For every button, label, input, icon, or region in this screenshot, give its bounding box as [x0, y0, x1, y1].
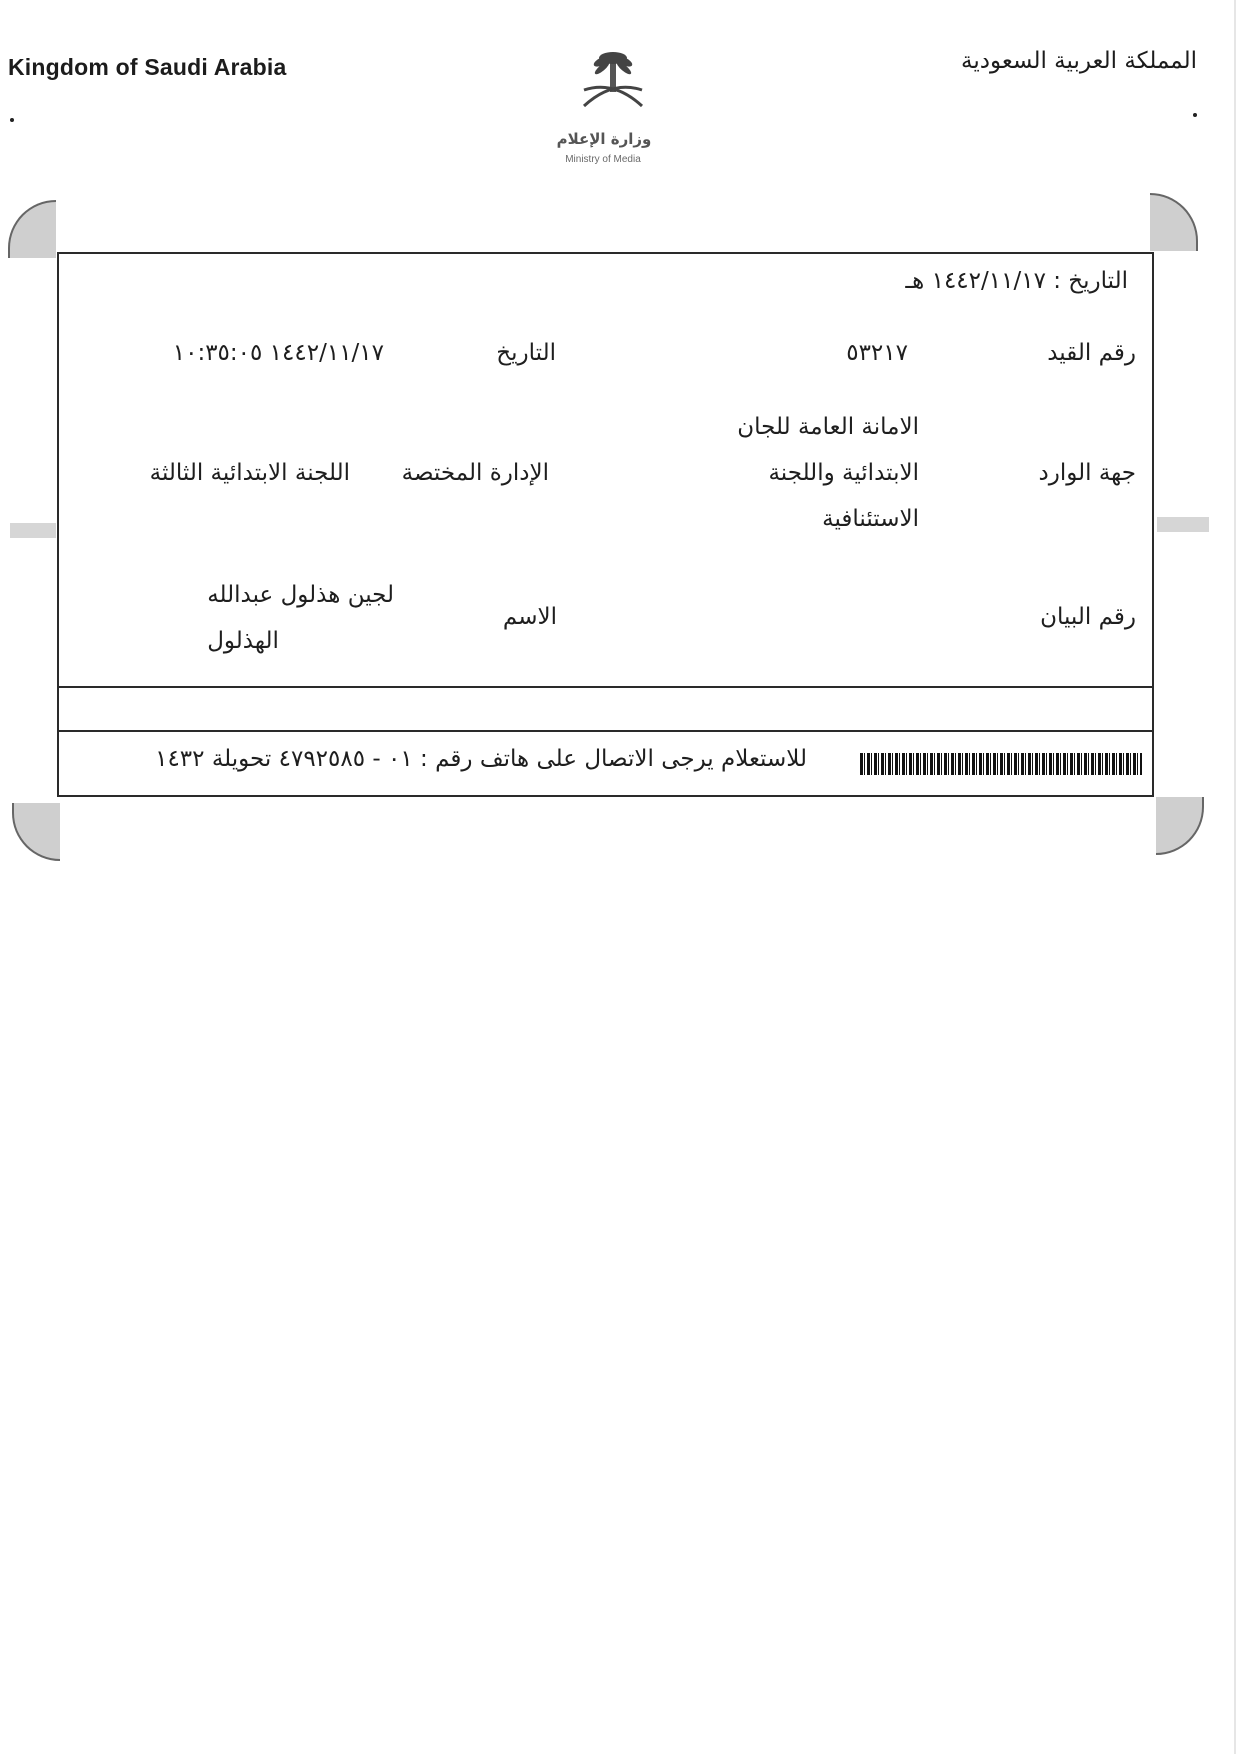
frame-side-mark-right: [1157, 517, 1209, 532]
record-no-label: رقم القيد: [1047, 340, 1136, 366]
document-date: التاريخ : ١٤٤٢/١١/١٧ هـ: [905, 268, 1128, 294]
name-label: الاسم: [502, 604, 557, 630]
record-no-value: ٥٣٢١٧: [846, 340, 908, 366]
barcode: [860, 753, 1142, 775]
frame-corner-top-right: [1150, 193, 1198, 251]
header-dot-right: [1193, 113, 1197, 117]
frame-side-mark-left: [10, 523, 56, 538]
frame-corner-bottom-right: [1156, 797, 1204, 855]
date-value: ١٤٤٢/١١/١٧ ١٠:٣٥:٠٥: [172, 340, 384, 366]
name-value-line: لجين هذلول عبدالله: [207, 582, 394, 608]
page-edge: [1234, 0, 1236, 1754]
source-value-line: الامانة العامة للجان: [737, 414, 919, 440]
ministry-name-ar: وزارة الإعلام: [556, 130, 652, 148]
name-value-line: الهذلول: [207, 628, 279, 654]
divider-bottom: [59, 730, 1152, 732]
source-value: [737, 404, 919, 542]
frame-corner-bottom-left: [12, 803, 60, 861]
department-label: الإدارة المختصة: [401, 460, 549, 486]
inquiry-note: للاستعلام يرجى الاتصال على هاتف رقم : ٠١ - ٤٧٩٢٥٨٥ تحويلة ١٤٣٢: [155, 746, 807, 772]
country-name-en: Kingdom of Saudi Arabia: [8, 54, 287, 80]
statement-no-label: رقم البيان: [1040, 604, 1136, 630]
department-value: اللجنة الابتدائية الثالثة: [149, 460, 350, 486]
ministry-name-en: Ministry of Media: [565, 154, 641, 165]
name-value: [207, 572, 394, 664]
source-value-line: الابتدائية واللجنة: [768, 460, 919, 486]
country-name-ar: المملكة العربية السعودية: [961, 48, 1197, 74]
date-label: التاريخ: [496, 340, 556, 366]
source-label: جهة الوارد: [1038, 460, 1136, 486]
header-dot-left: [10, 118, 14, 122]
divider-top: [59, 686, 1152, 688]
source-value-line: الاستئنافية: [822, 506, 919, 532]
record-card: [57, 252, 1154, 797]
frame-corner-top-left: [8, 200, 56, 258]
palm-swords-emblem-icon: [572, 48, 654, 110]
